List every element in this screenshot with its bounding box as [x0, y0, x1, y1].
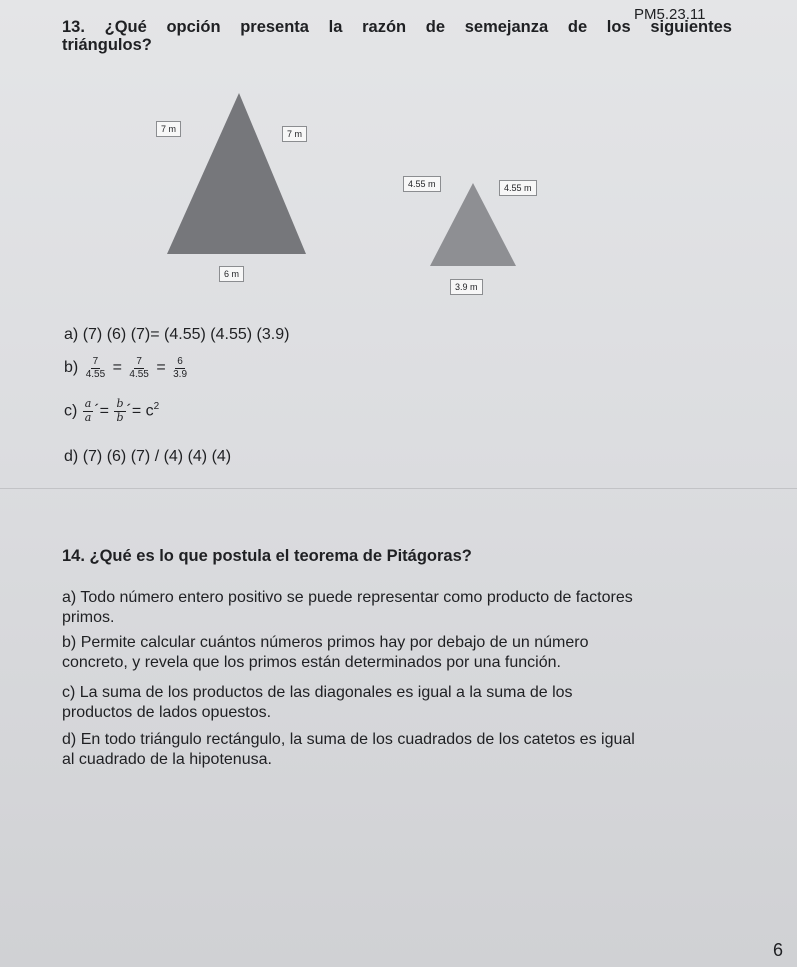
denominator: a	[84, 410, 92, 424]
fraction	[127, 356, 150, 380]
small-triangle-left-side-label: 4.55 m	[403, 176, 441, 192]
page-number: 6	[773, 940, 784, 960]
option-line	[62, 588, 772, 608]
worksheet-code: PM5.23.11	[634, 6, 706, 23]
denominator: b	[116, 410, 124, 424]
question-13-number: 13.	[62, 18, 85, 36]
large-triangle	[167, 93, 306, 254]
option-letter: b)	[62, 634, 77, 651]
option-letter: d)	[64, 448, 79, 465]
option-letter: a)	[62, 589, 77, 606]
q13-word: la	[328, 18, 343, 36]
q14-option-d	[62, 730, 772, 770]
small-triangle-base-label: 3.9 m	[450, 279, 483, 295]
numerator: 7	[136, 356, 142, 367]
option-line	[62, 653, 772, 673]
numerator: 6	[177, 356, 183, 367]
equals-c: ´= c	[126, 402, 154, 420]
option-line	[62, 730, 772, 750]
q13-word: razón	[362, 18, 407, 36]
option-text: (7) (6) (7)= (4.55) (4.55) (3.9)	[82, 326, 290, 343]
option-letter: c)	[62, 684, 76, 701]
option-text: La suma de los productos de las diagonales es igual a la suma de los	[79, 684, 573, 701]
q13-word: presenta	[240, 18, 309, 36]
option-text: (7) (6) (7) / (4) (4) (4)	[82, 448, 232, 465]
option-letter: b)	[64, 359, 79, 377]
q14-option-c	[62, 683, 772, 723]
large-triangle-base-label: 6 m	[219, 266, 244, 282]
numerator: b	[116, 397, 124, 410]
option-letter: c)	[64, 402, 78, 420]
option-text: concreto, y revela que los primos están determinados por una función.	[62, 654, 561, 671]
fraction	[171, 356, 189, 380]
denominator: 4.55	[129, 368, 149, 380]
fraction	[114, 398, 125, 424]
q13-word: ¿Qué	[104, 18, 147, 36]
option-text: Todo número entero positivo se puede representar como producto de factores	[80, 589, 633, 606]
q13-option-c	[64, 398, 159, 424]
q13-option-b	[64, 356, 190, 380]
q14-option-b	[62, 633, 772, 673]
q13-word: semejanza	[464, 18, 549, 36]
option-text: En todo triángulo rectángulo, la suma de los cuadrados de los catetos es igual	[80, 731, 635, 748]
equals-sign: =	[156, 359, 166, 377]
fraction	[84, 356, 107, 380]
option-line	[62, 750, 772, 770]
option-line	[62, 633, 772, 653]
option-text: primos.	[62, 609, 115, 626]
q13-option-a	[64, 326, 289, 344]
option-line	[62, 608, 772, 628]
option-line	[62, 683, 772, 703]
equals-sign: ´=	[94, 402, 110, 420]
q13-word: los	[606, 18, 631, 36]
paper-fold	[0, 488, 797, 489]
option-text: Permite calcular cuántos números primos hay por debajo de un número	[80, 634, 589, 651]
large-triangle-right-side-label: 7 m	[282, 126, 307, 142]
numerator: 7	[92, 356, 99, 367]
question-13-line2: triángulos?	[62, 36, 152, 54]
equals-sign: =	[112, 359, 122, 377]
fraction	[83, 398, 94, 424]
exponent: 2	[153, 401, 160, 413]
option-letter: d)	[62, 731, 77, 748]
q13-word: siguientes	[650, 18, 732, 36]
option-text: productos de lados opuestos.	[62, 704, 272, 721]
denominator: 3.9	[173, 368, 188, 380]
denominator: 4.55	[85, 368, 106, 380]
q13-word: de	[425, 18, 446, 36]
numerator: a	[84, 397, 92, 410]
small-triangle-right-side-label: 4.55 m	[499, 180, 537, 196]
triangles-figure	[0, 0, 797, 320]
q13-option-d	[64, 448, 231, 466]
option-letter: a)	[64, 326, 79, 343]
question-14-title: 14. ¿Qué es lo que postula el teorema de Pitágoras?	[62, 547, 472, 565]
q13-word: de	[567, 18, 588, 36]
q14-option-a	[62, 588, 772, 628]
large-triangle-left-side-label: 7 m	[156, 121, 181, 137]
option-line	[62, 703, 772, 723]
option-text: al cuadrado de la hipotenusa.	[62, 751, 272, 768]
q13-word: opción	[166, 18, 221, 36]
